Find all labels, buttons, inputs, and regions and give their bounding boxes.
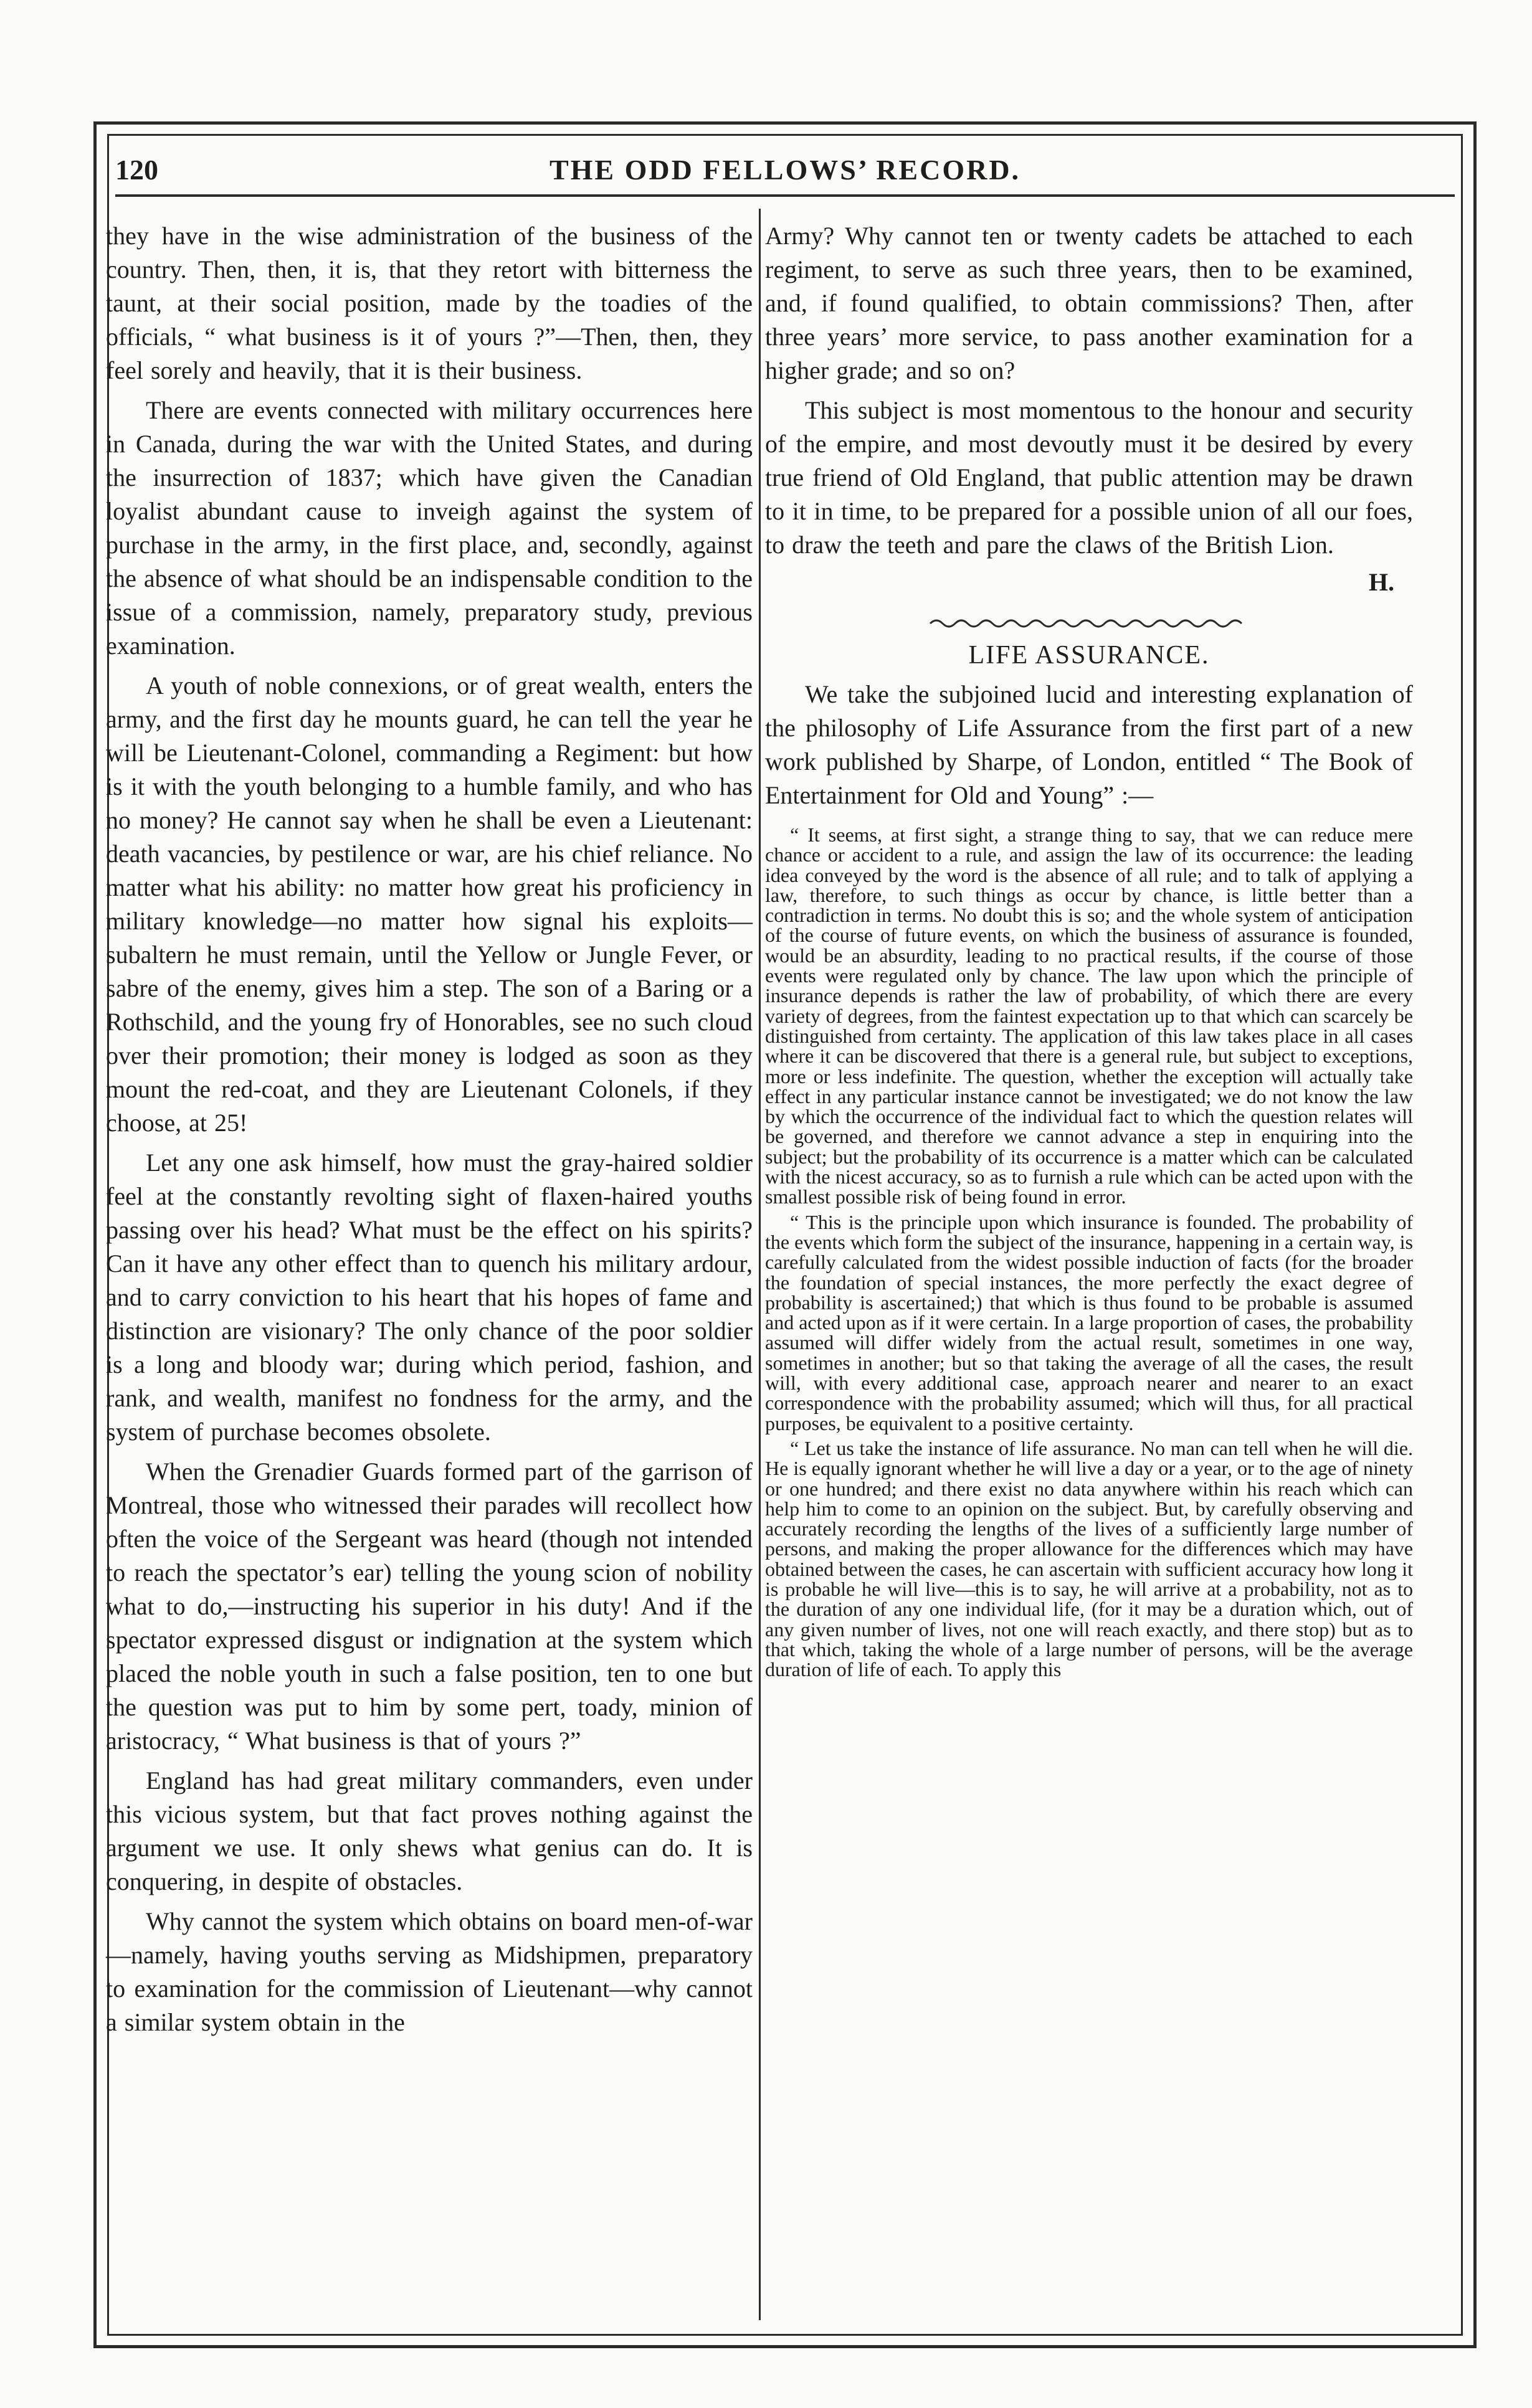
right-paragraph: This subject is most momentous to the honour and security of the empire, and most devoutly must it be desired by every true friend of Old England, that public attention may be drawn to it in time, to be prepared for a possible union of all our foes, to draw the teeth and pare the claws of the British Lion.: [765, 396, 1413, 559]
header-rule: [115, 194, 1455, 197]
left-paragraph: There are events connected with military occurrences here in Canada, during the war with the United States, and during the insurrection of 1837; which have given the Canadian loyalist abundant cause to inveigh against the system of purchase in the army, in the first place, and, secondly, against the absence of what should be an indispensable condition to the issue of a commission, namely, preparatory study, previous examination.: [106, 396, 753, 660]
author-signature: H.: [1368, 568, 1394, 596]
column-divider: [759, 209, 761, 2320]
left-paragraph: Let any one ask himself, how must the gray-haired soldier feel at the constantly revolting sight of flaxen-haired youths passing over his head? What must be the effect on his spirits? Can it have any other effect than to quench his military ardour, and to carry conviction to his heart that his hopes of fame and distinction are visionary? The only chance of the poor soldier is a long and bloody war; during which period, fashion, and rank, and wealth, manifest no fondness for the army, and the system of purchase becomes obsolete.: [106, 1149, 753, 1446]
article-intro: We take the subjoined lucid and interesting explanation of the philosophy of Life Assurance from the first part of a new work published by Sharpe, of London, entitled “ The Book of Entertainment for Old and Young” :—: [765, 680, 1413, 809]
page-header: [115, 148, 1455, 192]
right-column: [765, 219, 1413, 1679]
running-title: THE ODD FELLOWS’ RECORD.: [549, 154, 1021, 186]
article-intro-block: [765, 678, 1413, 812]
quote-paragraph: “ This is the principle upon which insurance is founded. The probability of the events which form the subject of the insurance, happening in a certain way, is carefully calculated from the widest possible induction of facts (for the broader the foundation of special instances, the more perfectly the exact degree of probability is ascertained;) that which is thus found to be probable is assumed and acted upon as if it were certain. In a large proportion of cases, the probability assumed will differ widely from the actual result, sometimes in one way, sometimes in another; but so that taking the average of all the cases, the result will, with every additional case, approach nearer and nearer to an exact correspondence with the probability assumed; which will thus, for all practical purposes, be equivalent to a positive certainty.: [765, 1210, 1413, 1434]
right-body: [765, 219, 1413, 562]
quote-paragraph: “ It seems, at first sight, a strange thing to say, that we can reduce mere chance or accident to a rule, and assign the law of its occurrence: the leading idea conveyed by the word is the absence of all rule; and to talk of applying a law, therefore, to such things as occur by chance, is little better than a contradiction in terms. No doubt this is so; and the whole system of anticipation of the course of future events, on which the business of assurance is founded, would be an absurdity, leading to no practical results, if the course of those events were regulated only by chance. The law upon which the principle of insurance depends is rather the law of probability, of which there are every variety of degrees, from the faintest expectation up to that which can scarcely be distinguished from certainty. The application of this law takes place in all cases where it can be discovered that there is a general rule, but subject to exceptions, more or less indefinite. The question, whether the exception will actually take effect in any particular instance cannot be investigated; we do not know the law by which the occurrence of the individual fact to which the question relates will be governed, and therefore we cannot advance a step in enquiring into the subject; but the probability of its occurrence is a matter which can be calculated with the nicest accuracy, so as to furnish a rule which can be acted upon with the smallest possible risk of being found in error.: [765, 823, 1413, 1208]
left-paragraph: A youth of noble connexions, or of great wealth, enters the army, and the first day he mounts guard, he can tell the year he will be Lieutenant-Colonel, commanding a Regiment: but how is it with the youth belonging to a humble family, and who has no money? He cannot say when he shall be even a Lieutenant: death vacancies, by pestilence or war, are his chief reliance. No matter what his ability: no matter how great his proficiency in military knowledge—no matter how signal his exploits—subaltern he must remain, until the Yellow or Jungle Fever, or sabre of the enemy, gives him a step. The son of a Baring or a Rothschild, and the young fry of Honorables, see no such cloud over their promotion; their money is lodged as soon as they mount the red-coat, and they are Lieutenant Colonels, if they choose, at 25!: [106, 671, 753, 1137]
left-column: [106, 219, 753, 2039]
left-paragraph: they have in the wise administration of the business of the country. Then, then, it is, that they retort with bitterness the taunt, at their social position, made by the toadies of the officials, “ what business is it of yours ?”—Then, then, they feel sorely and heavily, that it is their business.: [106, 222, 753, 384]
quoted-extract: [765, 825, 1413, 1679]
wavy-divider: [927, 617, 1251, 630]
left-paragraph: England has had great military commanders, even under this vicious system, but that fact proves nothing against the argument we use. It only shews what genius can do. It is conquering, in despite of obstacles.: [106, 1766, 753, 1895]
right-paragraph: Army? Why cannot ten or twenty cadets be attached to each regiment, to serve as such three years, then to be examined, and, if found qualified, to obtain commissions? Then, after three years’ more service, to pass another examination for a higher grade; and so on?: [765, 222, 1413, 384]
left-paragraph: When the Grenadier Guards formed part of the garrison of Montreal, those who witnessed their parades will recollect how often the voice of the Sergeant was heard (though not intended to reach the spectator’s ear) telling the young scion of nobility what to do,—instructing his superior in his duty! And if the spectator expressed disgust or indignation at the system which placed the noble youth in such a false position, ten to one but the question was put to him by some pert, toady, minion of aristocracy, “ What business is that of yours ?”: [106, 1458, 753, 1755]
quote-paragraph: “ Let us take the instance of life assurance. No man can tell when he will die. He is equally ignorant whether he will live a day or a year, or to the age of ninety or one hundred; and there exist no data anywhere within his reach which can help him to come to an opinion on the subject. But, by carefully observing and accurately recording the lengths of the lives of a sufficiently large number of persons, and making the proper allowance for the differences which may have obtained between the cases, he can ascertain with sufficient accuracy how long it is probable he will live—this is to say, he will arrive at a probability, not as to the duration of any one individual life, (for it may be a duration which, out of any given number of lives, not one will reach exactly, and there stop) but as to that which, taking the whole of a large number of persons, will be the average duration of life of each. To apply this: [765, 1436, 1413, 1681]
page-number: 120: [115, 154, 158, 186]
left-paragraph: Why cannot the system which obtains on board men-of-war—namely, having youths serving as Midshipmen, preparatory to examination for the commission of Lieutenant—why cannot a similar system obtain in the: [106, 1907, 753, 2036]
section-heading: LIFE ASSURANCE.: [968, 641, 1210, 670]
